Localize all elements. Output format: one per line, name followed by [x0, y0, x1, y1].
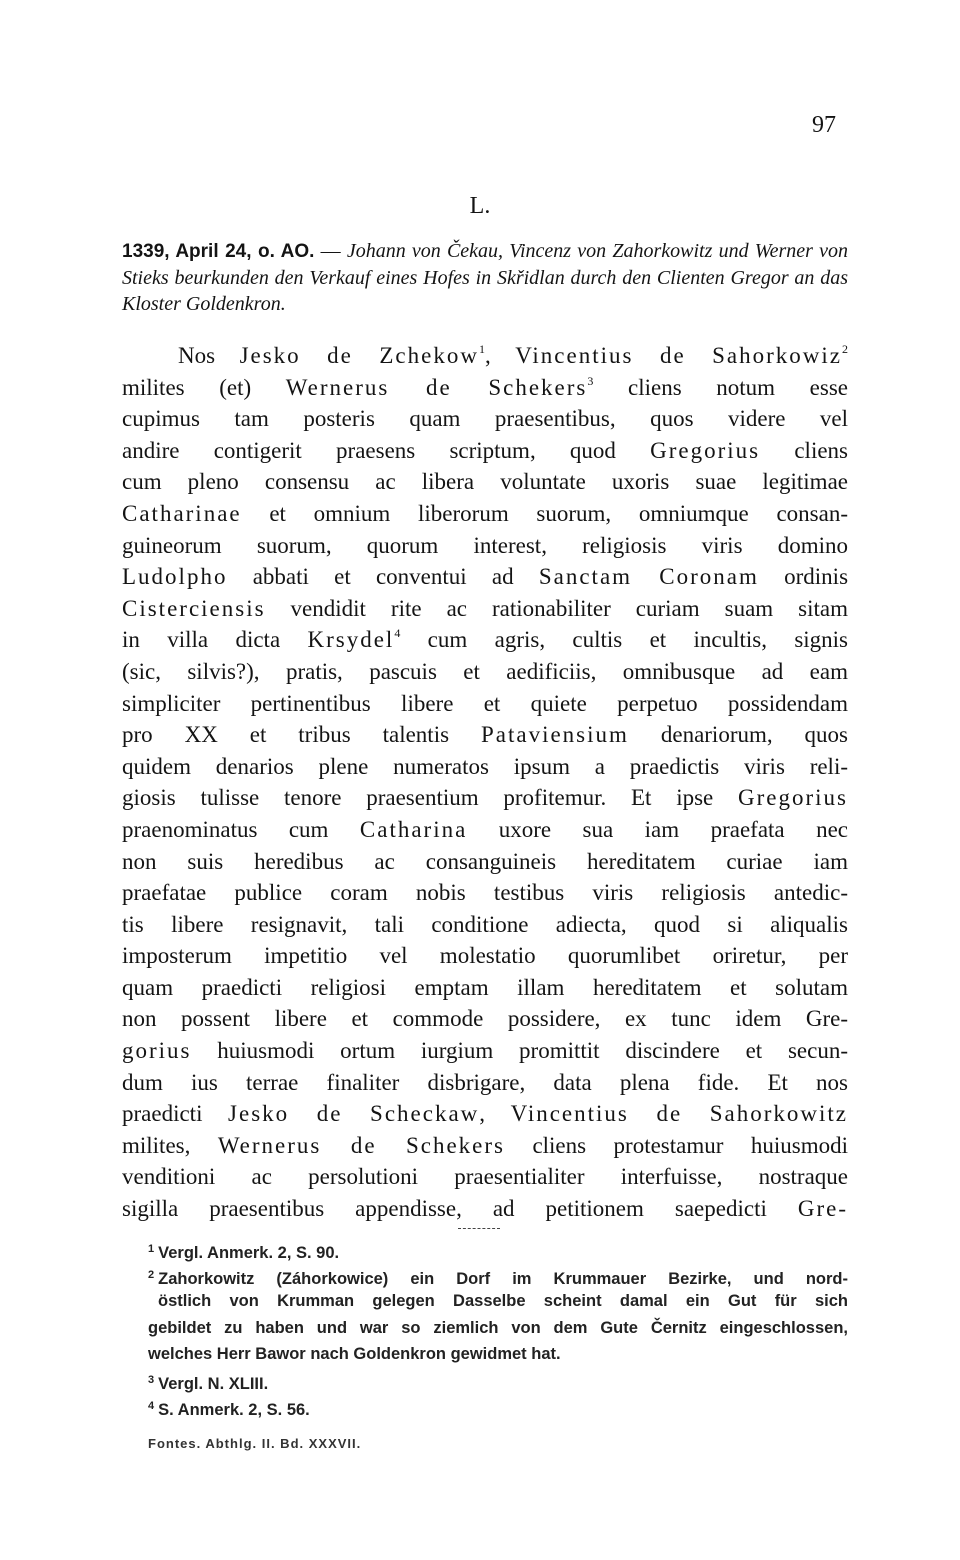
footnote-ref: 3: [587, 373, 594, 388]
text-line: simpliciter pertinentibus libere et quiete perpetuo possidendam: [122, 690, 848, 716]
text-line: [122, 498, 848, 530]
text-run: giosis tulisse tenore praesentium profitemur. Et ipse: [122, 785, 739, 811]
text-line: [122, 593, 848, 625]
footnote-3: [148, 1367, 848, 1393]
text-line: non suis heredibus ac consanguineis hereditatem curiae iam: [122, 848, 848, 874]
text-line: dum ius terrae finaliter disbrigare, data plena fide. Et nos: [122, 1069, 848, 1095]
person-name: Catharinae: [122, 500, 242, 526]
footnote-ref: 2: [842, 342, 849, 356]
text-run: andire contigerit praesens scriptum, quod: [122, 437, 651, 463]
place-name: Krsydel: [307, 627, 395, 653]
text-run: praenominatus cum: [122, 816, 360, 842]
person-name: Gregorius: [650, 437, 761, 463]
text-run: milites,: [122, 1132, 218, 1158]
page-number: 97: [812, 112, 836, 138]
text-line: (sic, silvis?), pratis, pascuis et aedificiis, omnibusque ad eam: [122, 658, 848, 684]
text-line: [122, 719, 848, 751]
footnote-text: S. Anmerk. 2, S. 56.: [158, 1401, 310, 1420]
printer-signature: Fontes. Abthlg. II. Bd. XXXVII.: [148, 1436, 362, 1451]
text-line: [122, 561, 848, 593]
footnote-ref: 4: [394, 626, 401, 641]
text-line: [122, 372, 848, 404]
text-line: [122, 782, 848, 814]
footnote-1: [148, 1236, 848, 1262]
text-line: cum pleno consensu ac libera voluntate uxoris suae legitimae: [122, 469, 848, 495]
text-line: venditioni ac persolutioni praesentialiter interfuisse, nostraque: [122, 1164, 848, 1190]
footnote-divider: [458, 1228, 500, 1229]
text-run: uxore sua iam praefata nec: [467, 816, 848, 842]
person-name: gorius: [122, 1038, 192, 1064]
text-run: et omnium liberorum suorum, omniumque consan-: [241, 500, 848, 526]
text-run: cliens notum esse: [593, 374, 849, 400]
person-name: Gregorius: [738, 785, 848, 811]
text-line: quidem denarios plene numeratos ipsum a praedictis viris reli-: [122, 753, 848, 779]
text-run: Nos: [178, 343, 240, 368]
person-name: Catharina: [359, 816, 468, 842]
text-line: [122, 340, 848, 372]
footnote-2-cont: gebildet zu haben und war so ziemlich von dem Gute Černitz eingeschlossen,: [148, 1318, 848, 1337]
text-line: guineorum suorum, quorum interest, religiosis viris domino: [122, 532, 848, 558]
text-run: pro XX et tribus talentis: [122, 722, 481, 748]
text-line: [122, 624, 848, 656]
text-line: [122, 435, 848, 467]
section-number: L.: [469, 193, 491, 219]
footnote-mark: 2: [148, 1269, 155, 1282]
footnote-4: [148, 1393, 848, 1419]
text-run: huiusmodi ortum iurgium promittit discindere et secun-: [191, 1038, 848, 1064]
person-name: Wernerus de Schekers: [285, 374, 588, 400]
text-run: ordinis: [758, 564, 849, 590]
footnote-mark: 4: [148, 1400, 155, 1413]
text-run: sigilla praesentibus appendisse, ad petitionem saepedicti: [122, 1196, 798, 1222]
text-run: abbati et conventui ad: [227, 564, 539, 590]
document-header: [122, 238, 848, 317]
footnote-text: Zahorkowitz (Záhorkowice) ein Dorf im Krummauer Bezirke, und nord-: [158, 1270, 848, 1289]
text-line: [122, 1193, 848, 1225]
footnote-mark: 1: [148, 1243, 155, 1255]
text-run: cum agris, cultis et incultis, signis: [400, 627, 849, 653]
text-line: non possent libere et commode possidere, ex tunc idem Gre-: [122, 1006, 848, 1032]
person-name: Vincentius de Sahorkowiz: [515, 343, 843, 368]
header-summary: Johann von Čekau, Vincenz von Zahorkowitz und Werner von Stieks beurkunden den Verkauf eines Hofes in Skřidlan durch den Clienten Gregor an das Kloster Goldenkron.: [122, 240, 849, 315]
footnote-text: Vergl. Anmerk. 2, S. 90.: [158, 1244, 340, 1262]
charter-text: [122, 340, 848, 1225]
text-line: [122, 1035, 848, 1067]
footnote-ref: 1: [478, 342, 485, 356]
header-date: 1339, April 24, o. AO.: [122, 241, 315, 262]
place-name: Cisterciensis: [122, 595, 266, 621]
text-run: cliens: [760, 437, 848, 463]
text-run: cliens protestamur huiusmodi: [505, 1132, 848, 1158]
person-name: Vincentius de Sahorkowitz: [510, 1101, 849, 1127]
person-name: Jesko de Zchekow: [239, 343, 479, 368]
text-run: denariorum, quos: [628, 722, 849, 748]
header-dash: —: [314, 240, 347, 262]
person-name: Gre-: [797, 1196, 848, 1222]
text-line: [122, 814, 848, 846]
footnote-text: Vergl. N. XLIII.: [158, 1374, 269, 1393]
place-name: Sanctam Coronam: [538, 564, 759, 590]
text-run: praedicti: [122, 1101, 229, 1127]
text-line: [122, 1130, 848, 1162]
person-name: Jesko de Scheckaw: [228, 1101, 480, 1127]
person-name: Wernerus de Schekers: [217, 1132, 505, 1158]
footnote-mark: 3: [148, 1373, 155, 1386]
person-name: Ludolpho: [122, 564, 228, 590]
text-line: imposterum impetitio vel molestatio quorumlibet oriretur, per: [122, 943, 848, 969]
footnote-2: [148, 1262, 848, 1288]
text-line: tis libere resignavit, tali conditione adiecta, quod si aliqualis: [122, 911, 848, 937]
footnotes: [148, 1236, 848, 1419]
text-run: vendidit rite ac rationabiliter curiam suam sitam: [265, 595, 848, 621]
footnote-2-cont: östlich von Krumman gelegen Dasselbe scheint damal ein Gut für sich: [158, 1292, 848, 1311]
footnote-2-cont: welches Herr Bawor nach Goldenkron gewidmet hat.: [148, 1344, 561, 1363]
text-line: quam praedicti religiosi emptam illam hereditatem et solutam: [122, 974, 848, 1000]
text-run: ,: [479, 1101, 511, 1127]
text-run: in villa dicta: [122, 627, 308, 653]
text-run: ,: [484, 343, 516, 368]
text-line: praefatae publice coram nobis testibus viris religiosis antedic-: [122, 880, 848, 906]
place-name: Pataviensium: [480, 722, 629, 748]
text-line: cupimus tam posteris quam praesentibus, quos videre vel: [122, 406, 848, 432]
text-run: milites (et): [122, 374, 286, 400]
text-line: [122, 1098, 848, 1130]
